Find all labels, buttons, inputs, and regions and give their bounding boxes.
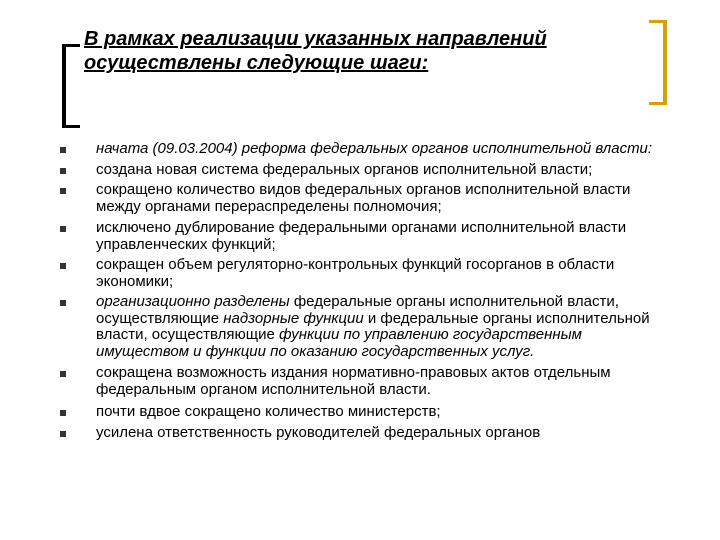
bullet-item xyxy=(58,404,678,421)
bullet-item xyxy=(58,257,678,290)
bullet-text: усилена ответственность руководителей федеральных органов xyxy=(96,423,541,441)
square-bullet-icon xyxy=(60,188,66,194)
bullet-item xyxy=(58,220,678,253)
bullet-text: сокращена возможность издания нормативно-правовых актов отдельным федеральным органом исполнительной власти. xyxy=(96,364,611,398)
bullet-text: сокращено количество видов федеральных органов исполнительной власти между органами перераспределены полномочия; xyxy=(96,181,631,215)
bullet-item xyxy=(58,141,678,158)
bullet-text: и федеральные органы исполнительной власти, осуществляющие xyxy=(96,309,650,343)
square-bullet-icon xyxy=(60,410,66,416)
left-bracket-decoration xyxy=(62,44,80,128)
square-bullet-icon xyxy=(60,226,66,232)
square-bullet-icon xyxy=(60,300,66,306)
bullet-item xyxy=(58,182,678,215)
square-bullet-icon xyxy=(60,263,66,269)
title-line-2: осуществлены следующие шаги: xyxy=(84,52,429,74)
bullet-item xyxy=(58,162,678,179)
square-bullet-icon xyxy=(60,147,66,153)
bullet-text: почти вдвое сокращено количество министерств; xyxy=(96,403,441,420)
bullet-text: начата (09.03.2004) реформа федеральных органов исполнительной власти: xyxy=(96,140,653,157)
slide-title xyxy=(84,27,644,75)
bullet-item xyxy=(58,365,678,398)
square-bullet-icon xyxy=(60,168,66,174)
right-bracket-decoration xyxy=(649,20,667,105)
bullet-text: сокращен объем регуляторно-контрольных функций госорганов в области экономики; xyxy=(96,256,615,290)
bullet-text: исключено дублирование федеральными органами исполнительной власти управленческих функций; xyxy=(96,219,627,253)
square-bullet-icon xyxy=(60,371,66,377)
bullet-list xyxy=(58,137,678,441)
bullet-item xyxy=(58,294,678,360)
bullet-text: создана новая система федеральных органов исполнительной власти; xyxy=(96,160,593,178)
square-bullet-icon xyxy=(60,431,66,437)
bullet-text: организационно разделены xyxy=(96,293,290,310)
bullet-text: функции по управлению государственным имуществом и функции по оказанию государственных услуг. xyxy=(96,326,582,360)
title-line-1: В рамках реализации указанных направлений xyxy=(84,28,547,50)
bullet-text: надзорные функции xyxy=(223,309,364,327)
bullet-text: федеральные органы исполнительной власти, осуществляющие xyxy=(96,293,619,327)
bullet-item xyxy=(58,425,678,442)
